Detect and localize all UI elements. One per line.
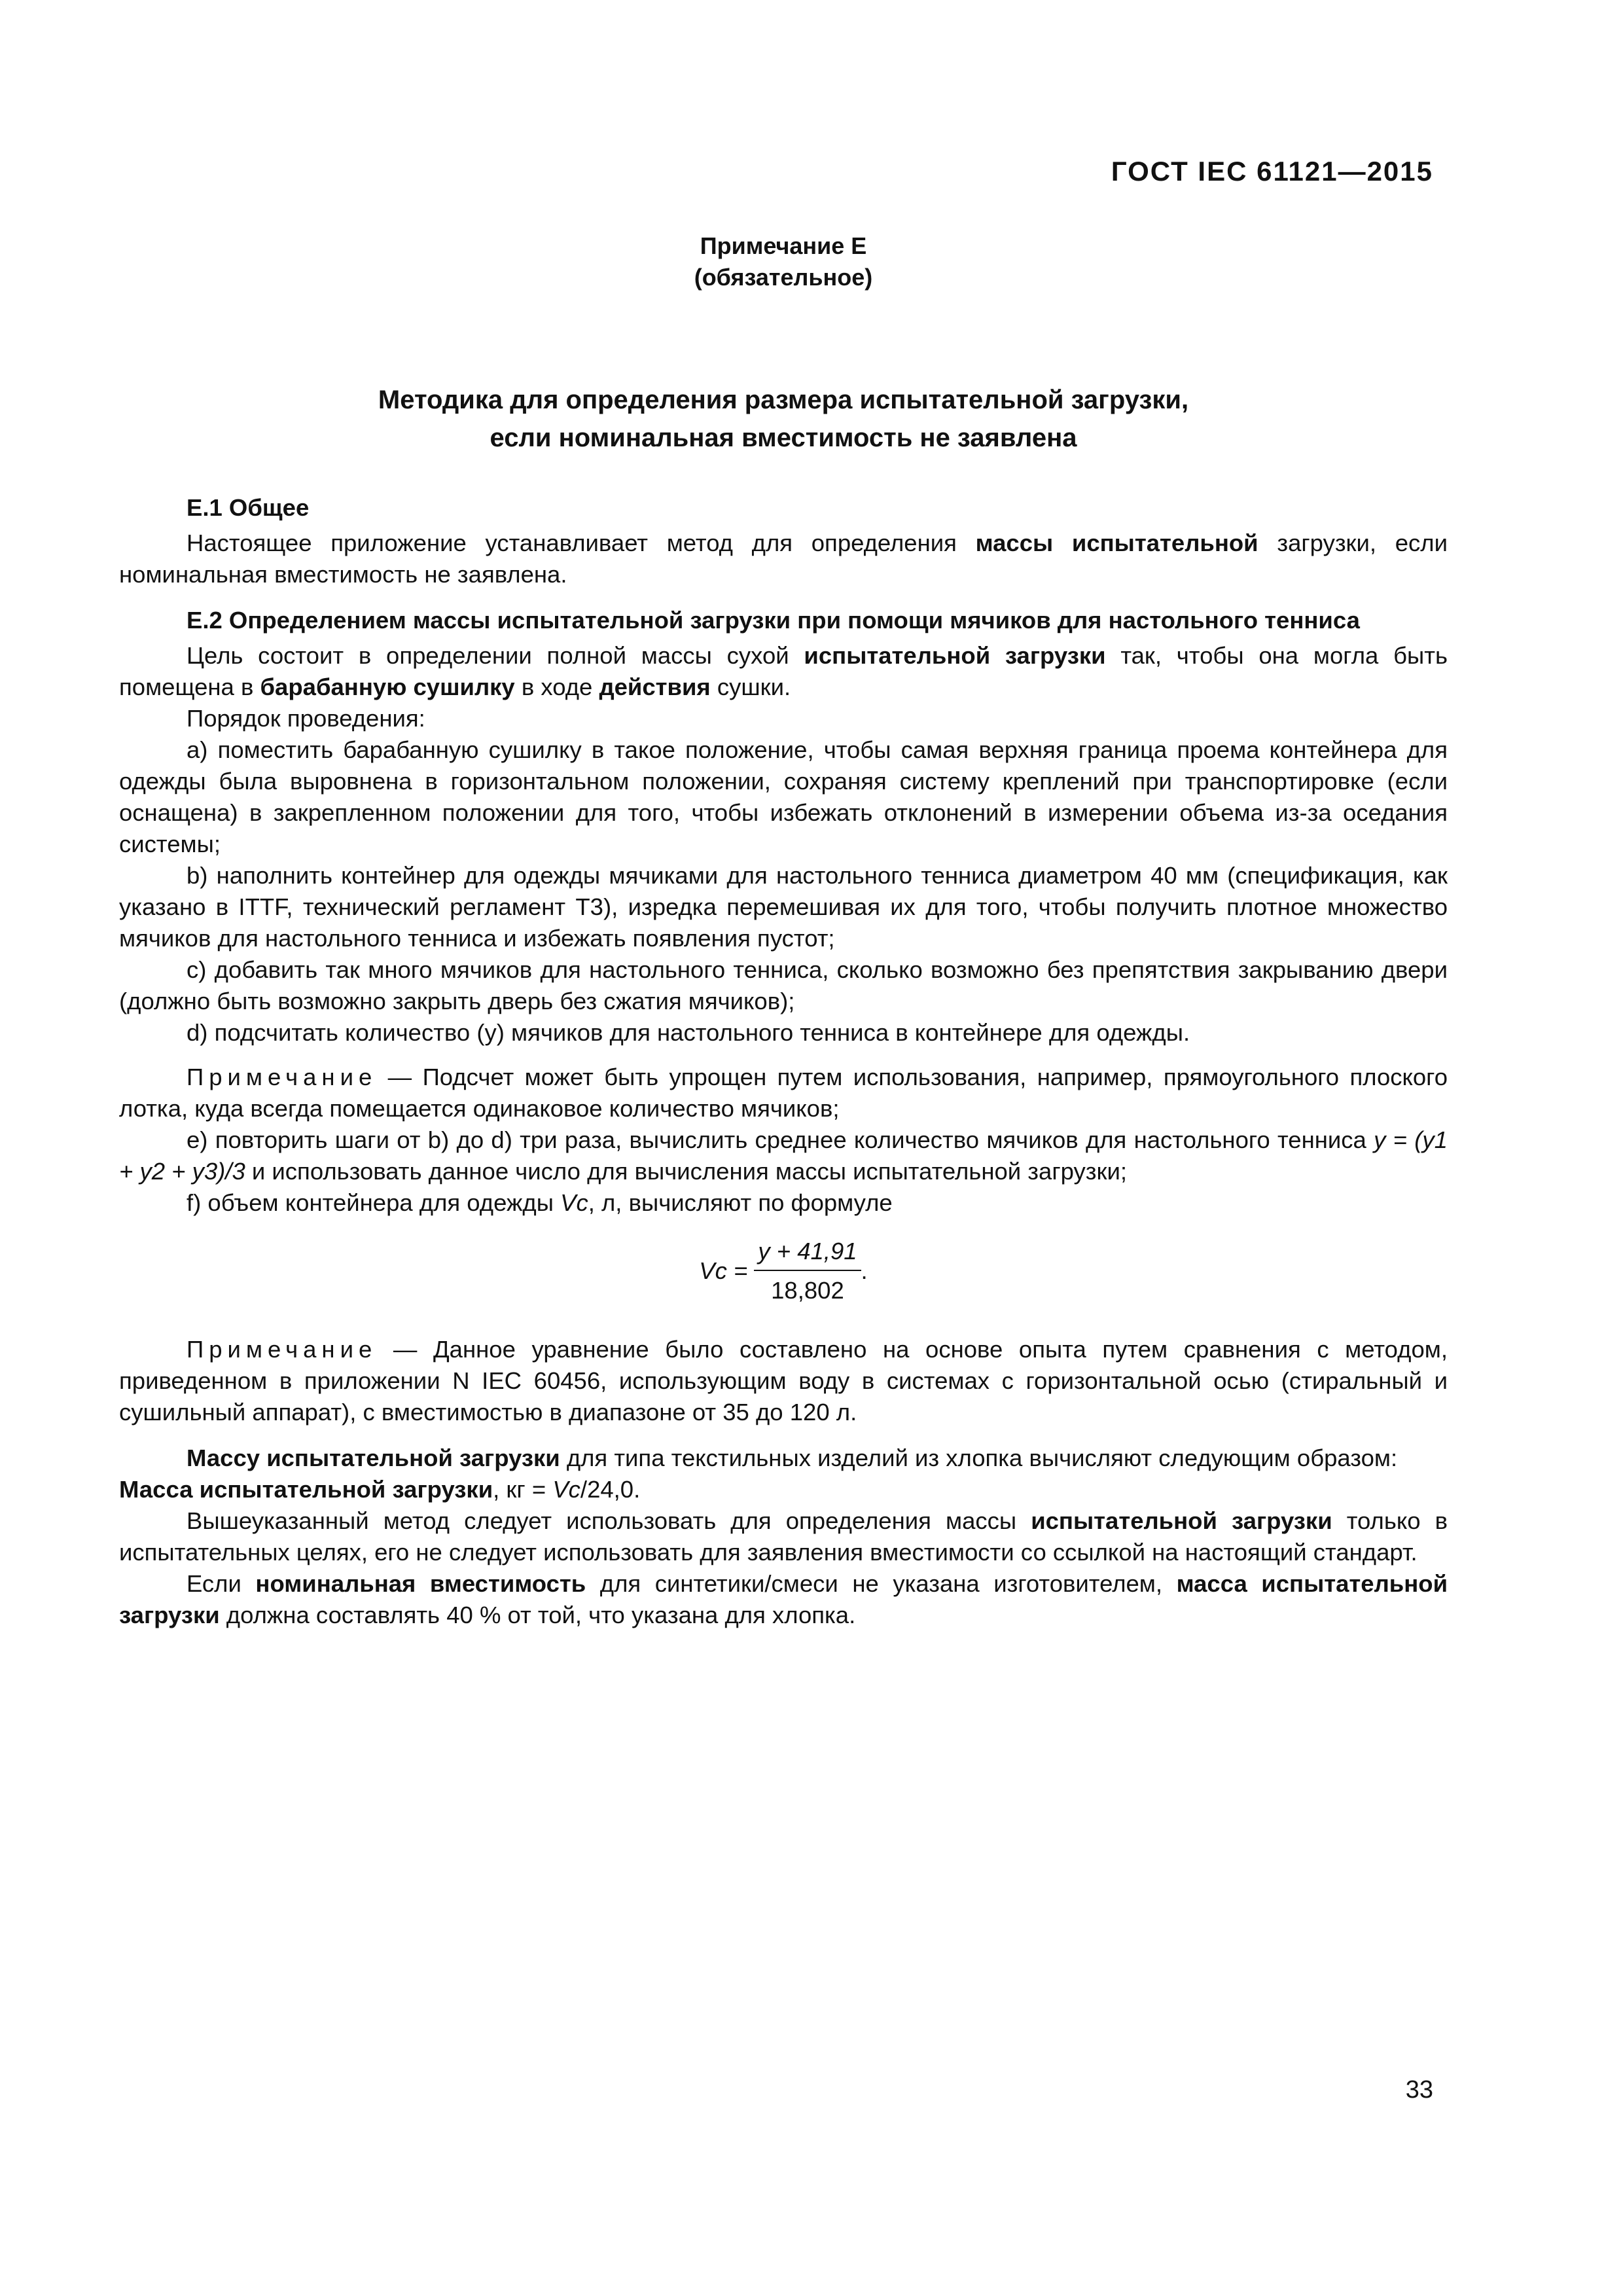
average-formula: y = (y1 + y2 + y3)/3 (119, 1126, 1448, 1185)
procedure-intro: Порядок проведения: (187, 705, 425, 732)
document-body (119, 492, 1448, 1631)
annex-title (0, 381, 1567, 457)
section-e2-purpose: Цель состоит в определении полной массы сухой испытательной загрузки так, чтобы она могла быть помещена в барабанную сушилку в ходе действия сушки. (119, 642, 1448, 700)
list-item-d: d) подсчитать количество (y) мячиков для настольного тенниса в контейнере для одежды. (187, 1019, 1190, 1046)
list-item-e: e) повторить шаги от b) до d) три раза, вычислить среднее количество мячиков для настольного тенниса y = (y1 + y2 + y3)/3 и использовать данное число для вычисления массы испытательной загрузки; (119, 1126, 1448, 1185)
closing-paragraph-1: Вышеуказанный метод следует использовать для определения массы испытательной загрузки только в испытательных целях, его не следует использовать для заявления вместимости со ссылкой на настоящий стандарт. (119, 1507, 1448, 1566)
section-e1-heading: E.1 Общее (187, 494, 310, 521)
annex-status: (обязательное) (694, 264, 873, 291)
list-item-c: c) добавить так много мячиков для настольного тенниса, сколько возможно без препятствия закрыванию двери (должно быть возможно закрыть дверь без сжатия мячиков); (119, 956, 1448, 1014)
page-number: 33 (1405, 2076, 1433, 2104)
list-item-a: a) поместить барабанную сушилку в такое положение, чтобы самая верхняя граница проема контейнера для одежды была выровнена в горизонтальном положении, сохраняя систему креплений при транспортировке (если оснащена) в закрепленном положении для того, чтобы избежать отклонений в измерении объема из-за оседания системы; (119, 736, 1448, 857)
section-e2-heading: E.2 Определением массы испытательной загрузки при помощи мячиков для настольного тенниса (187, 607, 1360, 634)
list-item-b: b) наполнить контейнер для одежды мячиками для настольного тенниса диаметром 40 мм (спецификация, как указано в ITTF, технический регламент T3), изредка перемешивая их для того, чтобы получить плотное множество мячиков для настольного тенниса и избежать появления пустот; (119, 862, 1448, 952)
list-item-f: f) объем контейнера для одежды Vc, л, вычисляют по формуле (187, 1189, 893, 1216)
annex-title-line1: Методика для определения размера испытательной загрузки, (378, 386, 1189, 414)
closing-paragraph-2: Если номинальная вместимость для синтетики/смеси не указана изготовителем, масса испытательной загрузки должна составлять 40 % от той, что указана для хлопка. (119, 1570, 1448, 1628)
formula-tail: . (861, 1257, 868, 1284)
formula-numerator: y + 41,91 (754, 1236, 861, 1271)
formula-denominator: 18,802 (771, 1277, 844, 1304)
formula-lhs: Vc = (699, 1257, 748, 1284)
mass-formula: Масса испытательной загрузки, кг = Vc/24,0. (119, 1476, 641, 1503)
section-e1-paragraph: Настоящее приложение устанавливает метод для определения массы испытательной загрузки, если номинальная вместимость не заявлена. (119, 529, 1448, 588)
annex-heading (0, 230, 1567, 293)
formula-fraction (754, 1236, 861, 1306)
annex-title-line2: если номинальная вместимость не заявлена (490, 423, 1077, 452)
volume-formula (119, 1236, 1448, 1306)
note-1: Примечание — Подсчет может быть упрощен путем использования, например, прямоугольного плоского лотка, куда всегда помещается одинаковое количество мячиков; (119, 1064, 1448, 1122)
note-2: Примечание — Данное уравнение было составлено на основе опыта путем сравнения с методом, приведенном в приложении N IEC 60456, использующим воду в системах с горизонтальной осью (стиральный и сушильный аппарат), с вместимостью в диапазоне от 35 до 120 л. (119, 1336, 1448, 1426)
mass-paragraph: Массу испытательной загрузки для типа текстильных изделий из хлопка вычисляют следующим образом: (187, 1444, 1398, 1471)
standard-designation: ГОСТ IEC 61121—2015 (1111, 156, 1433, 187)
annex-label: Примечание E (700, 232, 867, 259)
